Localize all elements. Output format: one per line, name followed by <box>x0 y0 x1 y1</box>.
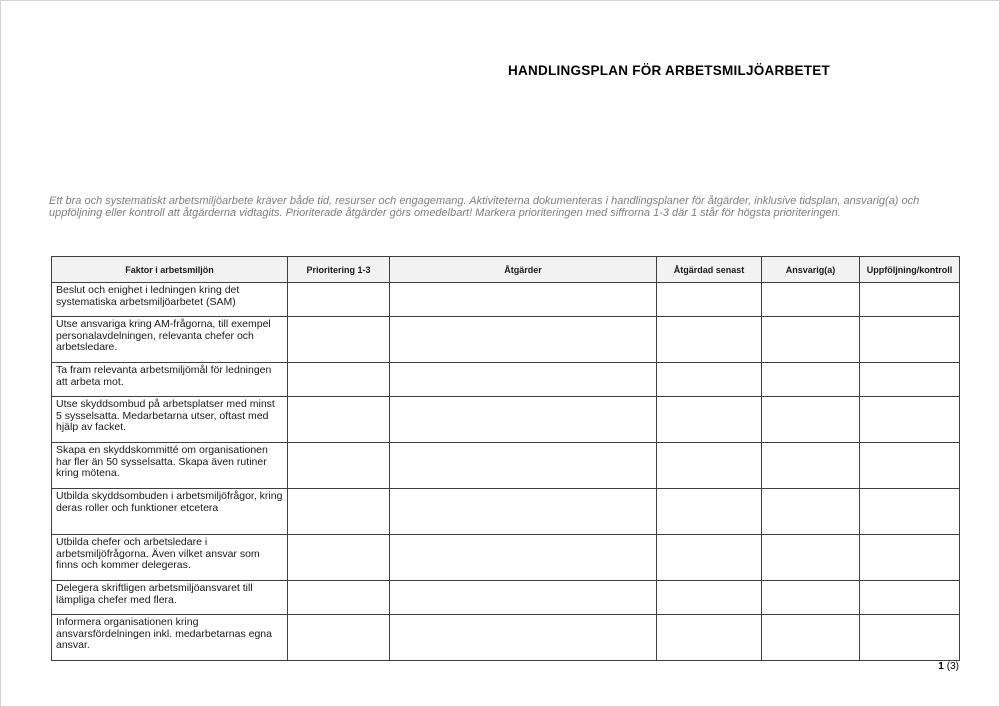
uppfoljning-cell[interactable] <box>860 615 960 661</box>
uppfoljning-cell[interactable] <box>860 397 960 443</box>
atgarder-cell[interactable] <box>390 615 657 661</box>
uppfoljning-cell[interactable] <box>860 535 960 581</box>
faktor-cell: Utse skyddsombud på arbetsplatser med minst 5 sysselsatta. Medarbetarna utser, oftast med hjälp av facket. <box>52 397 288 443</box>
faktor-cell: Utse ansvariga kring AM-frågorna, till exempel personalavdelningen, relevanta chefer och arbetsledare. <box>52 317 288 363</box>
ansvarig-cell[interactable] <box>762 397 860 443</box>
ansvarig-cell[interactable] <box>762 283 860 317</box>
atgarder-cell[interactable] <box>390 363 657 397</box>
faktor-cell: Delegera skriftligen arbetsmiljöansvaret till lämpliga chefer med flera. <box>52 581 288 615</box>
atgardad-senast-cell[interactable] <box>657 443 762 489</box>
table-row <box>52 363 960 397</box>
uppfoljning-cell[interactable] <box>860 581 960 615</box>
faktor-cell: Skapa en skyddskommitté om organisationen har fler än 50 sysselsatta. Skapa även rutiner kring mötena. <box>52 443 288 489</box>
column-header-atgardad-senast: Åtgärdad senast <box>657 257 762 283</box>
prioritering-cell[interactable] <box>288 317 390 363</box>
table-row <box>52 397 960 443</box>
atgarder-cell[interactable] <box>390 283 657 317</box>
table-row <box>52 317 960 363</box>
column-header-ansvarig: Ansvarig(a) <box>762 257 860 283</box>
table-row <box>52 283 960 317</box>
action-plan-table <box>51 256 960 661</box>
table-row <box>52 535 960 581</box>
prioritering-cell[interactable] <box>288 443 390 489</box>
atgardad-senast-cell[interactable] <box>657 615 762 661</box>
column-header-prioritering: Prioritering 1-3 <box>288 257 390 283</box>
uppfoljning-cell[interactable] <box>860 363 960 397</box>
uppfoljning-cell[interactable] <box>860 283 960 317</box>
atgarder-cell[interactable] <box>390 581 657 615</box>
page-number-current: 1 <box>938 661 944 672</box>
column-header-faktor: Faktor i arbetsmiljön <box>52 257 288 283</box>
prioritering-cell[interactable] <box>288 489 390 535</box>
ansvarig-cell[interactable] <box>762 317 860 363</box>
faktor-cell: Utbilda skyddsombuden i arbetsmiljöfrågor, kring deras roller och funktioner etcetera <box>52 489 288 535</box>
table-row <box>52 615 960 661</box>
faktor-cell: Beslut och enighet i ledningen kring det systematiska arbetsmiljöarbetet (SAM) <box>52 283 288 317</box>
faktor-cell: Ta fram relevanta arbetsmiljömål för ledningen att arbeta mot. <box>52 363 288 397</box>
page-number <box>51 661 959 672</box>
column-header-atgarder: Åtgärder <box>390 257 657 283</box>
atgardad-senast-cell[interactable] <box>657 535 762 581</box>
uppfoljning-cell[interactable] <box>860 489 960 535</box>
intro-paragraph: Ett bra och systematiskt arbetsmiljöarbete kräver både tid, resurser och engagemang. Aktiviteterna dokumenteras i handlingsplaner för åtgärder, inklusive tidsplan, ansvarig(a) och uppföljning eller kontroll att åtgärderna vidtagits. Prioriterade åtgärder görs omedelbart! Markera prioriteringen med siffrorna 1-3 där 1 står för högsta prioriteringen. <box>49 195 920 220</box>
uppfoljning-cell[interactable] <box>860 443 960 489</box>
atgarder-cell[interactable] <box>390 443 657 489</box>
ansvarig-cell[interactable] <box>762 535 860 581</box>
prioritering-cell[interactable] <box>288 397 390 443</box>
table-header-row <box>52 257 960 283</box>
page-title: HANDLINGSPLAN FÖR ARBETSMILJÖARBETET <box>508 63 830 78</box>
ansvarig-cell[interactable] <box>762 489 860 535</box>
prioritering-cell[interactable] <box>288 581 390 615</box>
atgarder-cell[interactable] <box>390 397 657 443</box>
ansvarig-cell[interactable] <box>762 443 860 489</box>
table-row <box>52 581 960 615</box>
faktor-cell: Utbilda chefer och arbetsledare i arbetsmiljöfrågorna. Även vilket ansvar som finns och kommer delegeras. <box>52 535 288 581</box>
table-row <box>52 443 960 489</box>
atgarder-cell[interactable] <box>390 535 657 581</box>
page-number-total: (3) <box>946 661 959 672</box>
column-header-uppfoljning: Uppföljning/kontroll <box>860 257 960 283</box>
prioritering-cell[interactable] <box>288 535 390 581</box>
atgarder-cell[interactable] <box>390 317 657 363</box>
uppfoljning-cell[interactable] <box>860 317 960 363</box>
atgardad-senast-cell[interactable] <box>657 283 762 317</box>
ansvarig-cell[interactable] <box>762 615 860 661</box>
prioritering-cell[interactable] <box>288 363 390 397</box>
atgardad-senast-cell[interactable] <box>657 397 762 443</box>
faktor-cell: Informera organisationen kring ansvarsfördelningen inkl. medarbetarnas egna ansvar. <box>52 615 288 661</box>
table-row <box>52 489 960 535</box>
atgarder-cell[interactable] <box>390 489 657 535</box>
ansvarig-cell[interactable] <box>762 363 860 397</box>
atgardad-senast-cell[interactable] <box>657 489 762 535</box>
atgardad-senast-cell[interactable] <box>657 363 762 397</box>
atgardad-senast-cell[interactable] <box>657 317 762 363</box>
atgardad-senast-cell[interactable] <box>657 581 762 615</box>
prioritering-cell[interactable] <box>288 615 390 661</box>
prioritering-cell[interactable] <box>288 283 390 317</box>
ansvarig-cell[interactable] <box>762 581 860 615</box>
